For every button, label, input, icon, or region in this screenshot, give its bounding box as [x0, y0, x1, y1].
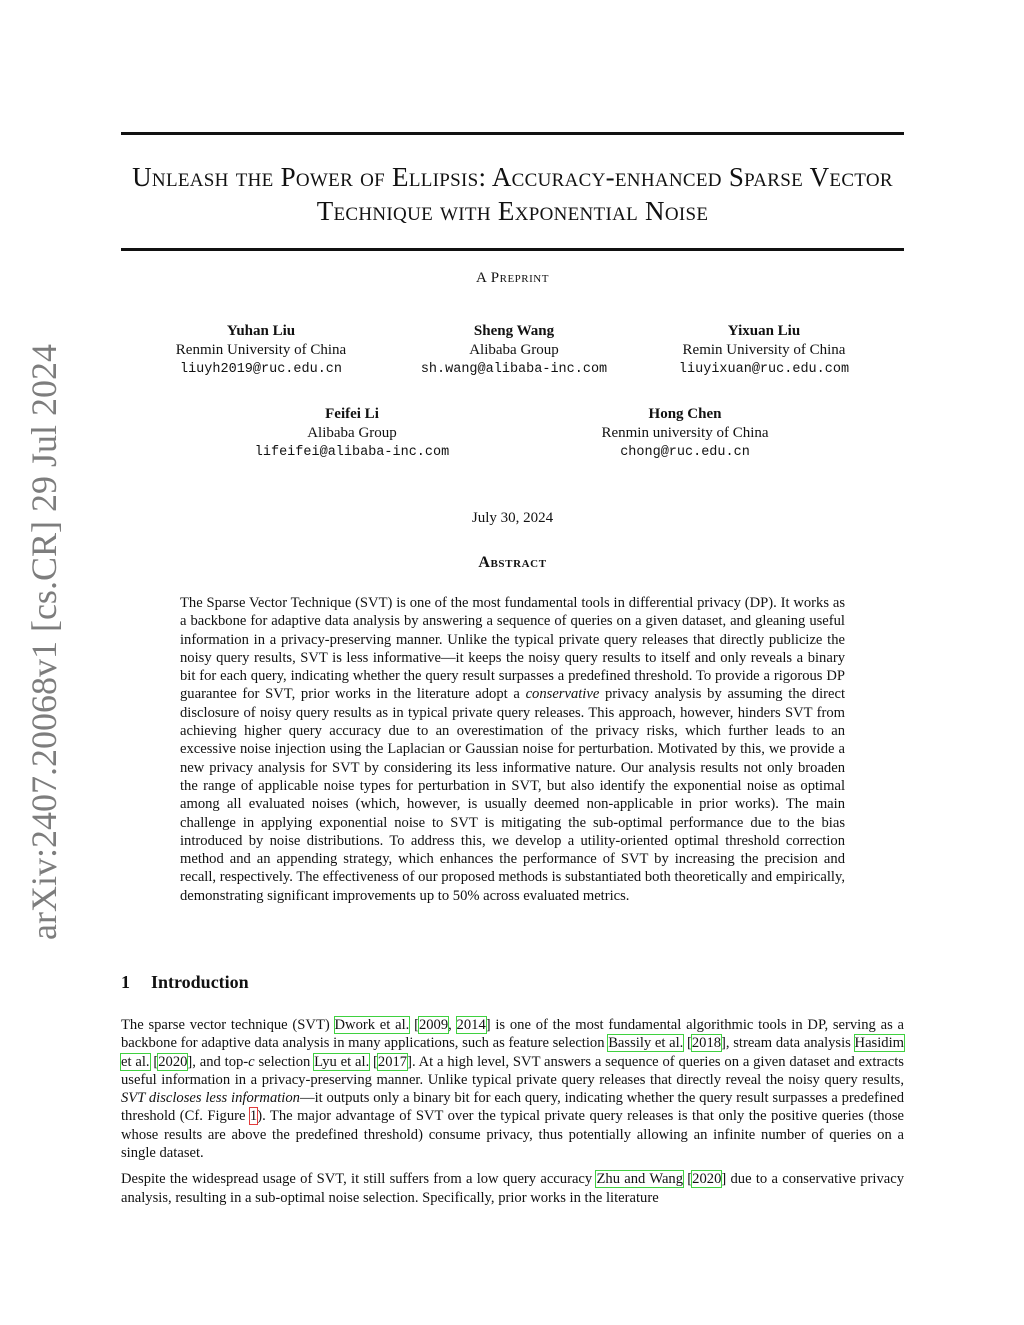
text-run: ] due to a conservative privacy analysis, resulting in a sub-optimal noise selection. Specifically, prior works in the literature	[121, 1171, 904, 1206]
citation-link[interactable]: Zhu and Wang	[596, 1171, 684, 1188]
text-run: ] is one of the most fundamental algorithmic tools in DP, serving as a backbone for adaptive data analysis in many applications, such as feature selection	[121, 1017, 905, 1052]
author-block	[565, 405, 805, 462]
abstract-part: privacy analysis by assuming the direct disclosure of noisy query results as in typical private query releases. This approach, however, hinders SVT from achieving higher query accuracy due to an overestimation of the privacy risks, which further leads to an excessive noise injection using the Laplacian or Gaussian noise for perturbation. Motivated by this, we provide a new privacy analysis for SVT by considering its less informative nature. Our analysis results not only broaden the range of applicable noise types for perturbation in SVT, but also identify the exponential noise as optimal among all evaluated noises (which, however, is usually deemed non-applicable in prior works). The main challenge in applying exponential noise to SVT is mitigating the sub-optimal performance due to the bias introduced by noise distributions. To address this, we develop a utility-oriented optimal threshold correction method and an appending strategy, which enhances the performance of SVT by increasing the precision and recall, respectively. The effectiveness of our proposed methods is substantiated both theoretically and empirically, demonstrating significant improvements up to 50% across evaluated metrics.	[180, 686, 846, 904]
author-affiliation: Alibaba Group	[469, 342, 559, 358]
author-name: Sheng Wang	[473, 323, 555, 339]
author-email: lifeifei@alibaba-inc.com	[254, 445, 450, 460]
citation-year-link[interactable]: 2009	[418, 1017, 449, 1033]
math-variable: c	[248, 1053, 255, 1070]
section-heading	[121, 972, 249, 993]
arxiv-identifier-stamp: arXiv:2407.20068v1 [cs.CR] 29 Jul 2024	[24, 344, 64, 940]
section-title: Introduction	[151, 972, 249, 992]
text-run: selection	[254, 1053, 315, 1070]
publication-date: July 30, 2024	[471, 510, 554, 526]
figure-link[interactable]: 1	[249, 1108, 258, 1125]
text-run: [	[683, 1035, 692, 1052]
author-affiliation: Renmin university of China	[601, 425, 769, 441]
abstract-emphasis: conservative	[525, 686, 600, 703]
author-email: liuyh2019@ruc.edu.cn	[179, 362, 343, 377]
paragraph	[121, 1016, 904, 1162]
section-number: 1	[121, 972, 130, 992]
citation-year-link[interactable]: 2020	[692, 1171, 722, 1188]
author-email: liuyixuan@ruc.edu.com	[678, 362, 850, 377]
citation-link[interactable]: Dwork et al.	[334, 1017, 410, 1033]
text-run: [	[683, 1171, 693, 1188]
author-block	[394, 322, 634, 379]
emphasis: SVT discloses less information	[121, 1090, 300, 1107]
citation-link[interactable]: Hasidim et al.	[121, 1035, 904, 1070]
paragraph	[121, 1170, 904, 1207]
text-run: Despite the widespread usage of SVT, it still suffers from a low query accuracy	[121, 1171, 597, 1188]
citation-year-link[interactable]: 2017	[377, 1053, 408, 1070]
text-run: [	[149, 1053, 159, 1070]
title-top-rule	[121, 132, 904, 135]
author-name: Yixuan Liu	[727, 323, 801, 339]
title-bottom-rule	[121, 248, 904, 251]
text-run: ). The major advantage of SVT over the typical private query releases is that only the positive queries (those whose results are above the predefined threshold) consume privacy, thus potentially allowing an infinite number of queries on a single dataset.	[121, 1108, 904, 1162]
citation-year-link[interactable]: 2020	[158, 1053, 188, 1070]
abstract-part: The Sparse Vector Technique (SVT) is one of the most fundamental tools in differential privacy (DP). It works as a backbone for adaptive data analysis by answering a sequence of queries on a given dataset, and gleaning useful information in a privacy-preserving manner. Unlike the typical private query releases that directly publicize the noisy query results, SVT is less informative—it keeps the noisy query results to itself and only reveals a binary bit for each query, indicating whether the query result surpasses a predefined threshold. To provide a rigorous DP guarantee for SVT, prior works in the literature adopt a	[180, 595, 845, 703]
citation-year-link[interactable]: 2014	[456, 1017, 486, 1033]
text-run: [	[409, 1017, 419, 1033]
author-block	[141, 322, 381, 379]
text-run: ], stream data analysis	[721, 1035, 855, 1052]
text-run: The sparse vector technique (SVT)	[121, 1017, 335, 1033]
citation-link[interactable]: Lyu et al.	[314, 1053, 370, 1070]
author-email: sh.wang@alibaba-inc.com	[420, 362, 608, 377]
citation-link[interactable]: Bassily et al.	[608, 1035, 684, 1052]
text-run: ], and top-	[187, 1053, 249, 1070]
abstract-heading: Abstract	[478, 554, 547, 571]
text-run: ,	[448, 1017, 457, 1033]
citation-year-link[interactable]: 2018	[691, 1035, 722, 1052]
author-block	[232, 405, 472, 462]
text-run: ]. At a high level, SVT answers a sequence of queries on a given dataset and extracts useful information in a privacy-preserving manner. Unlike typical private query releases that directly reveal the noisy query results,	[121, 1053, 904, 1088]
author-affiliation: Renmin University of China	[175, 342, 347, 358]
preprint-label: A Preprint	[476, 270, 549, 286]
author-email: chong@ruc.edu.cn	[620, 445, 750, 460]
text-run: [	[369, 1053, 378, 1070]
author-name: Hong Chen	[648, 406, 722, 422]
author-name: Feifei Li	[325, 406, 379, 422]
paper-title: Unleash the Power of Ellipsis: Accuracy-enhanced Sparse Vector Technique with Exponential Noise	[132, 162, 893, 226]
author-affiliation: Alibaba Group	[307, 425, 397, 441]
introduction-body	[121, 1016, 904, 1215]
author-block	[644, 322, 884, 379]
author-affiliation: Remin University of China	[682, 342, 846, 358]
text-run: —it outputs only a binary bit for each query, indicating whether the query result surpasses a predefined threshold (Cf. Figure	[121, 1090, 904, 1125]
abstract-text	[180, 594, 845, 905]
author-name: Yuhan Liu	[226, 323, 296, 339]
